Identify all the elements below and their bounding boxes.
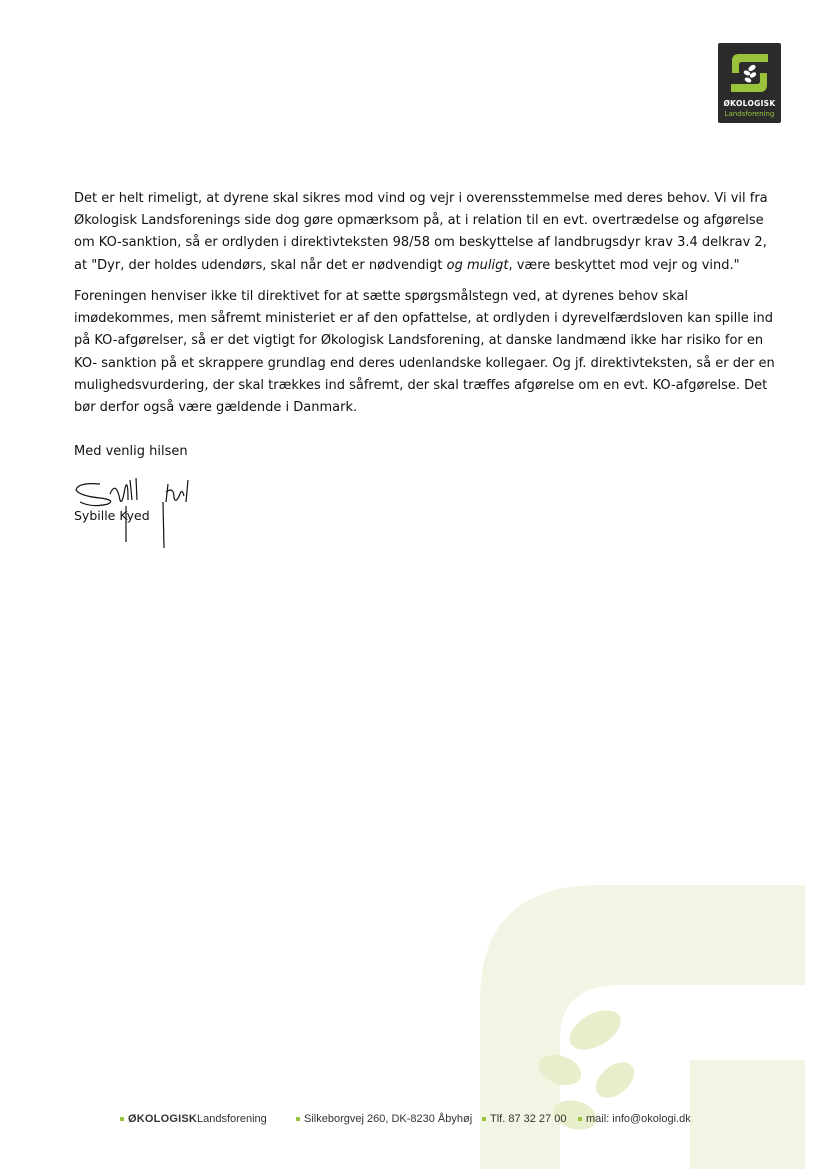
- text-line: mulighedsvurdering, der skal trækkes ind såfremt, der skal træffes afgørelse om en evt. KO-afgørelse. Det: [74, 377, 768, 393]
- footer-brand: [120, 1113, 267, 1125]
- signer-name: Sybille Kyed: [74, 508, 150, 523]
- footer-address-text: Silkeborgvej 260, DK-8230 Åbyhøj: [304, 1113, 473, 1125]
- text-line: Det er helt rimeligt, at dyrene skal sikres mod vind og vejr i overensstemmelse med deres behov. Vi vil fra: [74, 191, 768, 206]
- footer-phone-text: Tlf. 87 32 27 00: [490, 1113, 567, 1125]
- footer-email: [578, 1113, 691, 1125]
- text-line: Foreningen henviser ikke til direktivet for at sætte spørgsmålstegn ved, at dyrenes behov skal: [74, 289, 689, 304]
- emphasis-text: og muligt: [446, 257, 509, 273]
- closing-salutation: Med venlig hilsen: [74, 444, 188, 459]
- logo-wordmark: ØKOLOGISK: [723, 99, 776, 108]
- okologisk-logo: [718, 43, 781, 123]
- letter-body: [74, 188, 775, 428]
- footer-brand-rest: Landsforening: [197, 1113, 267, 1125]
- text-line: Økologisk Landsforenings side dog gøre opmærksom på, at i relation til en evt. overtrædelse og afgørelse: [74, 213, 764, 229]
- paragraph-2: [74, 286, 775, 419]
- text-segment: at "Dyr, der holdes udendørs, skal når det er nødvendigt: [74, 257, 447, 273]
- bullet-icon: [482, 1117, 486, 1121]
- footer-phone: [482, 1113, 566, 1125]
- footer-brand-bold: ØKOLOGISK: [128, 1113, 198, 1125]
- logo-subtitle: Landsforening: [724, 110, 775, 118]
- footer-address: [296, 1113, 472, 1125]
- text-line: imødekommes, men såfremt ministeriet er af den opfattelse, at ordlyden i dyrevelfærdsloven kan spille ind: [74, 311, 774, 327]
- letter-footer: [120, 1113, 720, 1129]
- text-segment: , være beskyttet mod vejr og vind.": [508, 257, 740, 273]
- text-line: på KO-afgørelser, så er det vigtigt for Økologisk Landsforening, at danske landmænd ikke har risiko for en: [74, 333, 764, 349]
- leaf-s-icon: [724, 49, 775, 97]
- text-line: bør derfor også være gældende i Danmark.: [74, 400, 358, 416]
- bullet-icon: [578, 1117, 582, 1121]
- text-line: [74, 255, 754, 277]
- text-line: om KO-sanktion, så er ordlyden i direktivteksten 98/58 om beskyttelse af landbrugsdyr krav 3.4 delkrav 2,: [74, 235, 767, 251]
- bullet-icon: [296, 1117, 300, 1121]
- paragraph-1: [74, 188, 768, 277]
- bullet-icon: [120, 1117, 124, 1121]
- text-line: KO- sanktion på et skrappere grundlag end deres udenlandske kollegaer. Og jf. direktivteksten, så er der en: [74, 355, 775, 371]
- footer-email-text: mail: info@okologi.dk: [586, 1113, 691, 1125]
